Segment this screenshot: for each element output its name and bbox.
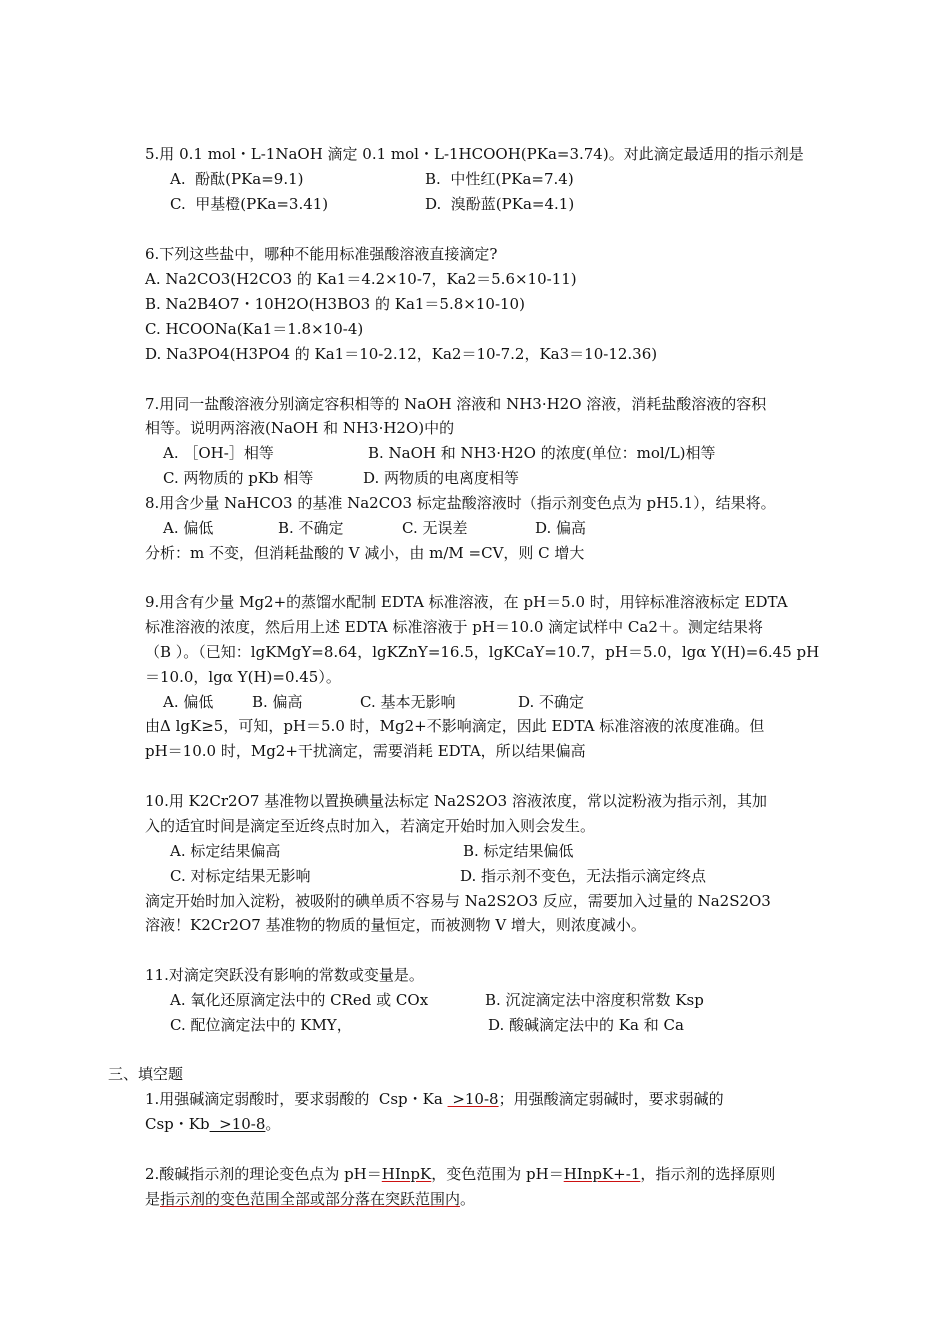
fill-1-answer-1: >10-8	[447, 1090, 499, 1108]
q7-option-a: A. ［OH-］相等	[163, 444, 274, 462]
fill-2-text: 是	[145, 1190, 161, 1208]
section-title: 三、填空题	[108, 1065, 184, 1083]
q10-stem-line1: 10.用 K2Cr2O7 基准物以置换碘量法标定 Na2S2O3 溶液浓度，常以淀粉液为指示剂，其加	[145, 792, 767, 810]
fill-2-answer-3: 指示剂的变色范围全部或部分落在突跃范围内	[160, 1190, 461, 1208]
q7-stem-line2: 相等。说明两溶液(NaOH 和 NH3·H2O)中的	[145, 419, 455, 437]
q11-stem: 11.对滴定突跃没有影响的常数或变量是。	[145, 966, 424, 984]
fill-2-text: 2.酸碱指示剂的理论变色点为 pH＝	[145, 1165, 382, 1183]
q9-stem-line4: ＝10.0，lgα Y(H)=0.45）。	[145, 668, 341, 686]
fill-2-text: ，变色范围为 pH＝	[431, 1165, 564, 1183]
q10-explanation-line1: 滴定开始时加入淀粉，被吸附的碘单质不容易与 Na2S2O3 反应，需要加入过量的 Na2S2O3	[145, 892, 771, 910]
q9-stem-line3: （B ）。（已知：lgKMgY=8.64，lgKZnY=16.5，lgKCaY=10.7，pH＝5.0，lgα Y(H)=6.45 pH	[145, 643, 820, 661]
fill-1-text: 1.用强碱滴定弱酸时，要求弱酸的 Csp・Ka	[145, 1090, 448, 1108]
fill-1-line2	[145, 1114, 280, 1134]
q5-option-d: D. 溴酚蓝(PKa=4.1)	[425, 195, 575, 213]
q11-option-d: D. 酸碱滴定法中的 Ka 和 Ca	[488, 1016, 684, 1034]
fill-1-line1	[145, 1089, 724, 1109]
q6-option-c: C. HCOONa(Ka1＝1.8×10-4)	[145, 320, 364, 338]
q7-stem-line1: 7.用同一盐酸溶液分别滴定容积相等的 NaOH 溶液和 NH3·H2O 溶液，消耗盐酸溶液的容积	[145, 395, 767, 413]
q8-option-a: A. 偏低	[163, 519, 214, 537]
q10-stem-line2: 入的适宜时间是滴定至近终点时加入，若滴定开始时加入则会发生。	[145, 817, 596, 835]
q5-stem: 5.用 0.1 mol・L-1NaOH 滴定 0.1 mol・L-1HCOOH(PKa=3.74)。对此滴定最适用的指示剂是	[145, 145, 804, 163]
q7-option-b: B. NaOH 和 NH3·H2O 的浓度(单位：mol/L)相等	[368, 444, 716, 462]
q6-stem: 6.下列这些盐中，哪种不能用标准强酸溶液直接滴定?	[145, 245, 498, 263]
q8-stem: 8.用含少量 NaHCO3 的基准 Na2CO3 标定盐酸溶液时（指示剂变色点为 pH5.1），结果将。	[145, 494, 776, 512]
fill-1-text: ；用强酸滴定弱碱时，要求弱碱的	[498, 1090, 724, 1108]
fill-2-line2	[145, 1189, 475, 1209]
q9-explanation-line1: 由Δ lgK≥5，可知，pH＝5.0 时，Mg2+不影响滴定，因此 EDTA 标准溶液的浓度准确。但	[145, 717, 765, 735]
q8-option-b: B. 不确定	[278, 519, 344, 537]
q10-option-c: C. 对标定结果无影响	[170, 867, 311, 885]
q9-option-d: D. 不确定	[518, 693, 585, 711]
q10-option-d: D. 指示剂不变色，无法指示滴定终点	[460, 867, 707, 885]
q6-option-a: A. Na2CO3(H2CO3 的 Ka1＝4.2×10-7，Ka2＝5.6×10-11)	[145, 270, 577, 288]
q11-option-a: A. 氧化还原滴定法中的 CRed 或 COx	[170, 991, 429, 1009]
q11-option-b: B. 沉淀滴定法中溶度积常数 Ksp	[485, 991, 704, 1009]
fill-2-text: ，指示剂的选择原则	[640, 1165, 776, 1183]
fill-1-text: Csp・Kb	[145, 1115, 210, 1133]
q11-option-c: C. 配位滴定法中的 KMY，	[170, 1016, 352, 1034]
q7-option-d: D. 两物质的电离度相等	[363, 469, 520, 487]
q8-analysis: 分析：m 不变，但消耗盐酸的 V 减小，由 m/M =CV，则 C 增大	[145, 544, 585, 562]
q7-option-c: C. 两物质的 pKb 相等	[163, 469, 314, 487]
fill-2-text: 。	[460, 1190, 476, 1208]
q9-option-b: B. 偏高	[252, 693, 303, 711]
q5-option-c: C. 甲基橙(PKa=3.41)	[170, 195, 329, 213]
q8-option-d: D. 偏高	[535, 519, 587, 537]
fill-2-answer-1: HInpK	[381, 1165, 432, 1183]
q8-option-c: C. 无误差	[402, 519, 468, 537]
q9-stem-line1: 9.用含有少量 Mg2+的蒸馏水配制 EDTA 标准溶液，在 pH＝5.0 时，用锌标准溶液标定 EDTA	[145, 593, 788, 611]
q5-option-a: A. 酚酞(PKa=9.1)	[170, 170, 304, 188]
fill-2-answer-2: HInpK+-1	[563, 1165, 641, 1183]
q9-stem-line2: 标准溶液的浓度，然后用上述 EDTA 标准溶液于 pH＝10.0 滴定试样中 Ca2＋。测定结果将	[145, 618, 763, 636]
q10-option-a: A. 标定结果偏高	[170, 842, 281, 860]
q9-option-a: A. 偏低	[163, 693, 214, 711]
q10-option-b: B. 标定结果偏低	[463, 842, 574, 860]
q9-option-c: C. 基本无影响	[360, 693, 456, 711]
q5-option-b: B. 中性红(PKa=7.4)	[425, 170, 574, 188]
q6-option-d: D. Na3PO4(H3PO4 的 Ka1＝10-2.12，Ka2＝10-7.2，Ka3＝10-12.36)	[145, 345, 658, 363]
q6-option-b: B. Na2B4O7・10H2O(H3BO3 的 Ka1＝5.8×10-10)	[145, 295, 525, 313]
q9-explanation-line2: pH＝10.0 时，Mg2+干扰滴定，需要消耗 EDTA，所以结果偏高	[145, 742, 586, 760]
fill-1-text: 。	[265, 1115, 281, 1133]
fill-1-answer-2: >10-8	[209, 1115, 266, 1133]
q10-explanation-line2: 溶液！K2Cr2O7 基准物的物质的量恒定，而被测物 V 增大，则浓度减小。	[145, 916, 646, 934]
fill-2-line1	[145, 1164, 775, 1184]
